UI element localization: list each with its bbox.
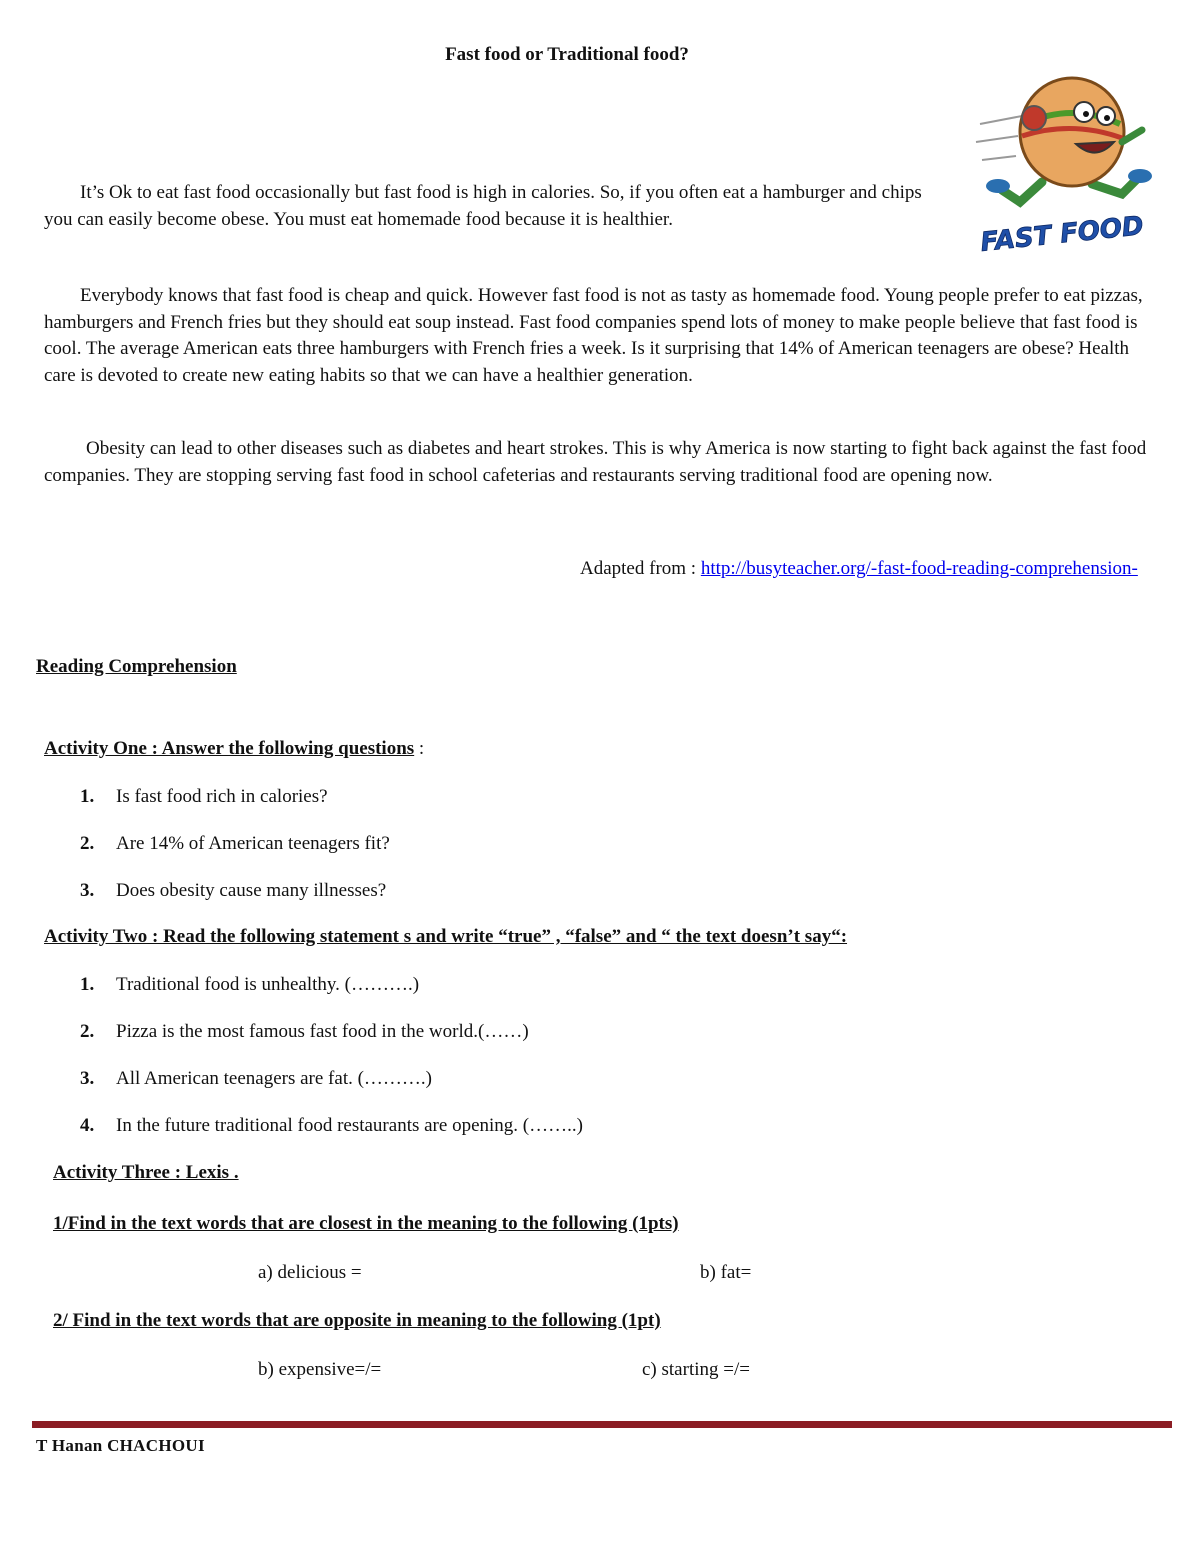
lexis-item-starting: c) starting =/= xyxy=(642,1359,750,1380)
question-2: 2. Are 14% of American teenagers fit? xyxy=(80,833,390,854)
question-3: 3. Does obesity cause many illnesses? xyxy=(80,880,387,901)
activity-three-title: Activity Three : Lexis . xyxy=(53,1162,239,1183)
fast-food-logo xyxy=(972,72,1162,252)
footer-author: T Hanan CHACHOUI xyxy=(36,1436,205,1455)
logo-text: FAST FOOD xyxy=(979,211,1145,252)
footer-divider xyxy=(32,1421,1172,1428)
statement-3: 3. All American teenagers are fat. (……….) xyxy=(80,1068,433,1089)
lexis-item-expensive: b) expensive=/= xyxy=(258,1359,382,1380)
lexis-item-delicious: a) delicious = xyxy=(258,1262,362,1283)
source-link[interactable]: http://busyteacher.org/-fast-food-reading-comprehension- xyxy=(700,558,1138,579)
question-1: 1. Is fast food rich in calories? xyxy=(80,786,328,807)
lexis-part-1-title: 1/Find in the text words that are closest in the meaning to the following (1pts) xyxy=(53,1213,679,1234)
paragraph-3: Obesity can lead to other diseases such as diabetes and heart strokes. This is why America is now starting to fight back against the fast food companies. They are stopping serving fast food in school cafeterias and restaurants serving traditional food are opening now. xyxy=(44,438,1147,486)
activity-two-title: Activity Two : Read the following statement s and write “true” , “false” and “ the text doesn’t say“: xyxy=(44,926,848,947)
lexis-part-2-title: 2/ Find in the text words that are opposite in meaning to the following (1pt) xyxy=(53,1310,661,1331)
statement-4: 4. In the future traditional food restaurants are opening. (……..) xyxy=(80,1115,583,1136)
paragraph-1: It’s Ok to eat fast food occasionally but fast food is high in calories. So, if you often eat a hamburger and chips you can easily become obese. You must eat homemade food because it is healthier. xyxy=(44,182,922,230)
lexis-item-fat: b) fat= xyxy=(700,1262,752,1283)
source-citation xyxy=(580,555,1160,583)
source-prefix: Adapted from : xyxy=(580,558,701,579)
activity-one-title: Activity One : Answer the following questions : xyxy=(44,738,425,759)
paragraph-2: Everybody knows that fast food is cheap and quick. However fast food is not as tasty as homemade food. Young people prefer to eat pizzas, hamburgers and French fries but they should eat soup instead. Fast food companies spend lots of money to make people believe that fast food is cool. The average American eats three hamburgers with French fries a week. Is it surprising that 14% of American teenagers are obese? Health care is devoted to create new eating habits so that we can have a healthier generation. xyxy=(44,285,1143,386)
statement-1: 1. Traditional food is unhealthy. (……….) xyxy=(80,974,420,995)
statement-2: 2. Pizza is the most famous fast food in the world.(……) xyxy=(80,1021,529,1042)
reading-comprehension-heading: Reading Comprehension xyxy=(36,656,237,677)
document-title: Fast food or Traditional food? xyxy=(445,44,689,65)
